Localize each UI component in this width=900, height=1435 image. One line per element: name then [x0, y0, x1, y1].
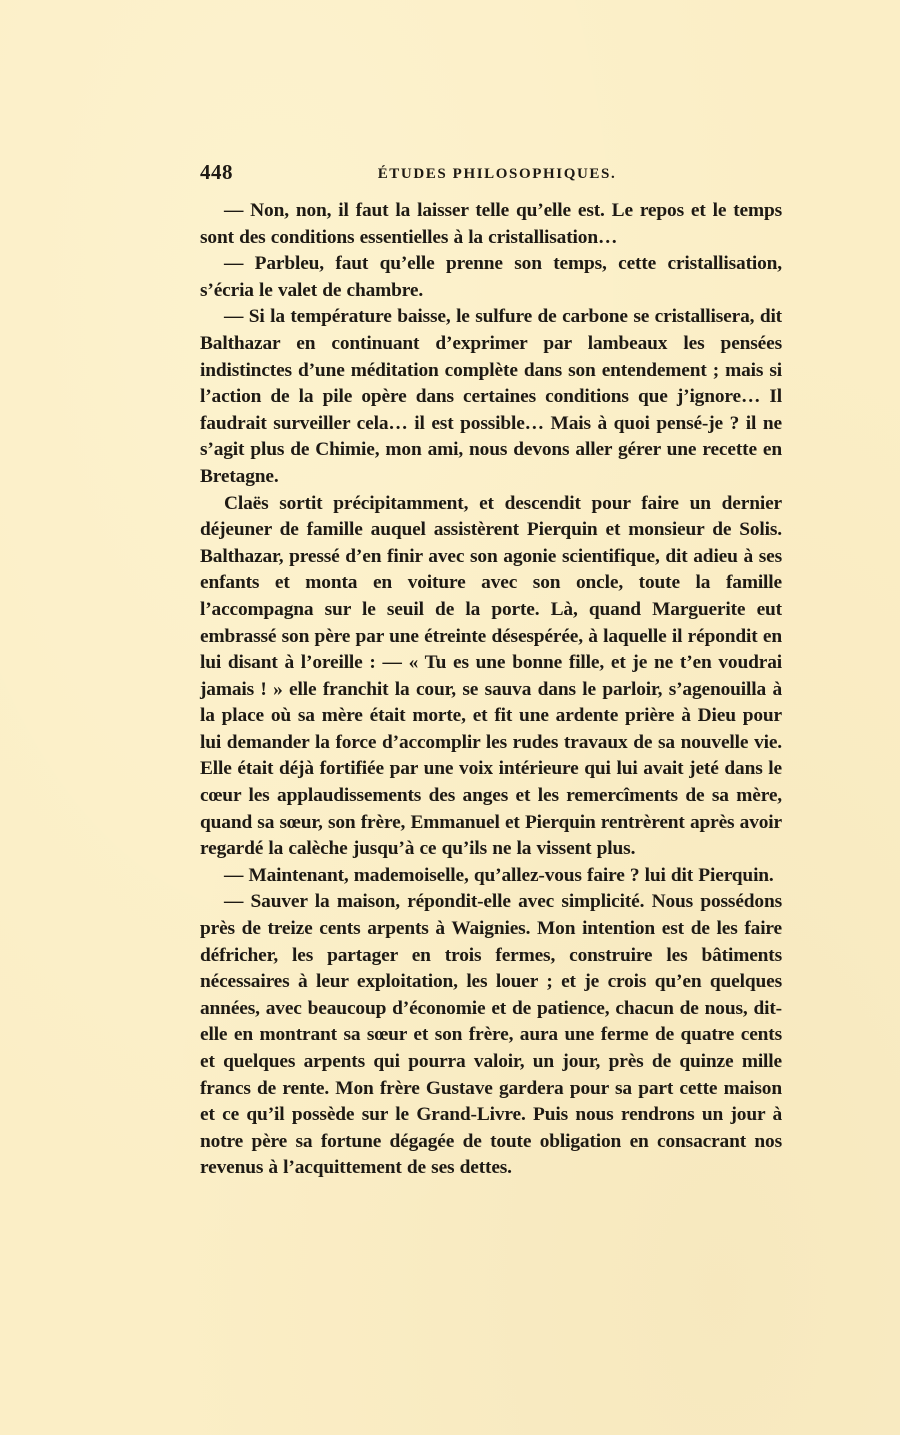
paragraph-dialogue-pierquin: — Maintenant, mademoiselle, qu’allez-vous faire ? lui dit Pierquin. — [224, 864, 774, 886]
page-number: 448 — [200, 160, 233, 184]
page-header — [200, 160, 782, 190]
paragraph-dialogue-balthazar: — Si la température baisse, le sulfure de carbone se cristallisera, dit Balthazar en continuant d’exprimer par lambeaux les pensées indistinctes d’une méditation complète dans son entendement ; mais si l’action de la pile opère dans certaines conditions que j’ignore… Il faudrait surveiller cela… il est possible… Mais à quoi pensé-je ? il ne s’agit plus de Chimie, mon ami, nous devons aller gérer une recette en Bretagne. — [200, 306, 782, 487]
paragraph-dialogue-marguerite-plan: — Sauver la maison, répondit-elle avec simplicité. Nous possédons près de treize cents arpents à Waignies. Mon intention est de les faire défricher, les partager en trois fermes, construire les bâtiments nécessaires à leur exploitation, les louer ; et je crois qu’en quelques années, avec beaucoup d’économie et de patience, chacun de nous, dit-elle en montrant sa sœur et son frère, aura une ferme de quatre cents et quelques arpents qui pourra valoir, un jour, près de quinze mille francs de rente. Mon frère Gustave gardera pour sa part cette maison et ce qu’il possède sur le Grand-Livre. Puis nous rendrons un jour à notre père sa fortune dégagée de toute obligation en consacrant nos revenus à l’acquittement de ses dettes. — [200, 891, 782, 1179]
paragraph-dialogue-parbleu: — Parbleu, faut qu’elle prenne son temps, cette cristallisation, s’écria le valet de chambre. — [200, 253, 782, 301]
running-title: ÉTUDES PHILOSOPHIQUES. — [377, 166, 617, 182]
paragraph-dialogue-non-non: — Non, non, il faut la laisser telle qu’elle est. Le repos et le temps sont des conditions essentielles à la cristallisation… — [200, 200, 782, 248]
paragraph-narrative-depart: Claës sortit précipitamment, et descendit pour faire un dernier déjeuner de famille auquel assistèrent Pierquin et monsieur de Solis. Balthazar, pressé d’en finir avec son agonie scientifique, dit adieu à ses enfants et monta en voiture avec son oncle, toute la famille l’accompagna sur le seuil de la porte. Là, quand Marguerite eut embrassé son père par une étreinte désespérée, à laquelle il répondit en lui disant à l’oreille : — « Tu es une bonne fille, et je ne t’en voudrai jamais ! » elle franchit la cour, se sauva dans le parloir, s’agenouilla à la place où sa mère était morte, et fit une ardente prière à Dieu pour lui demander la force d’accomplir les rudes travaux de sa nouvelle vie. Elle était déjà fortifiée par une voix intérieure qui lui avait jeté dans le cœur les applaudissements des anges et les remercîments de sa mère, quand sa sœur, son frère, Emmanuel et Pierquin rentrèrent après avoir regardé la calèche jusqu’à ce qu’ils ne la vissent plus. — [200, 492, 782, 860]
body-text — [200, 198, 782, 1182]
